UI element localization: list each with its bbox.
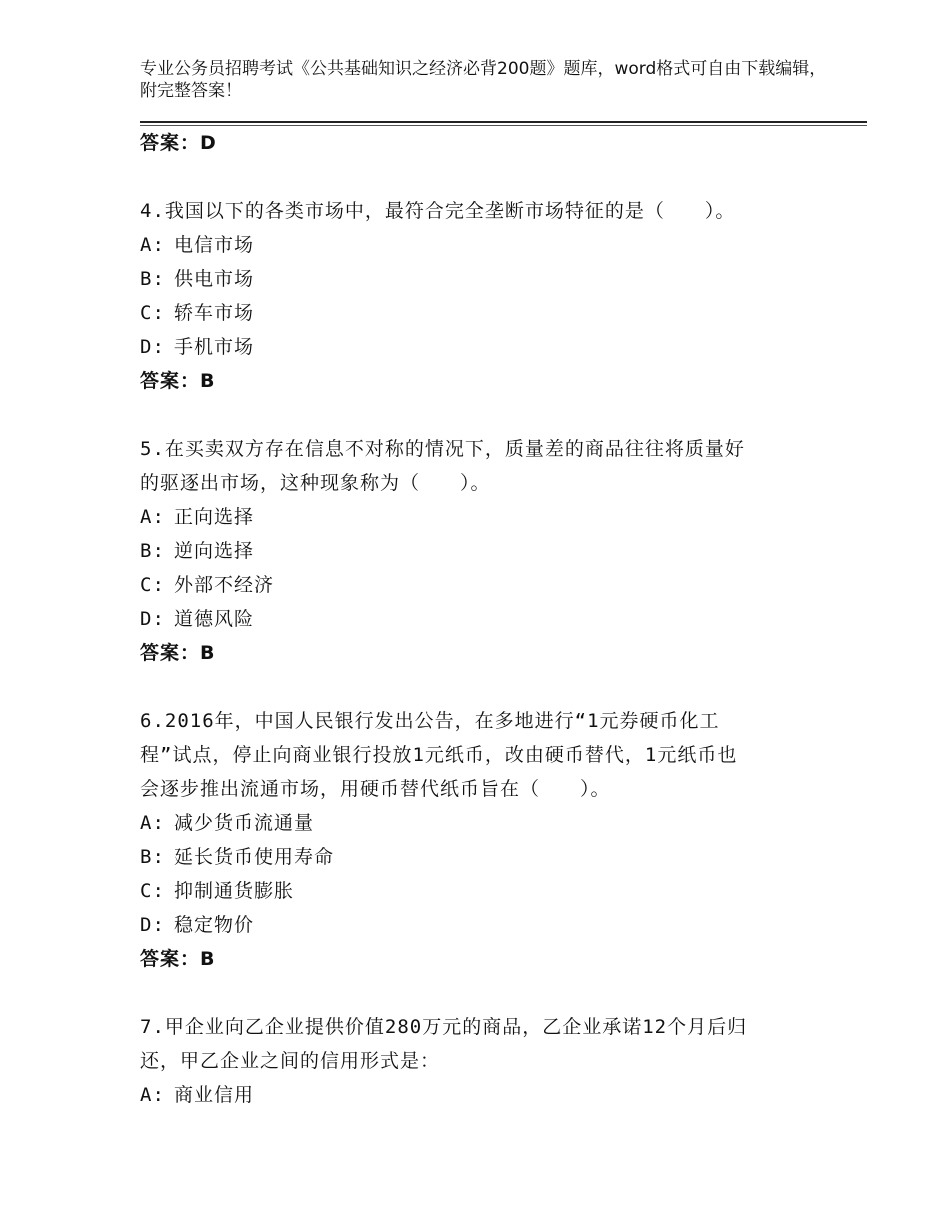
option-text: 道德风险 bbox=[174, 608, 255, 630]
question-6 bbox=[140, 704, 820, 976]
option-text: 供电市场 bbox=[174, 268, 255, 290]
option-text: 商业信用 bbox=[174, 1084, 255, 1106]
option-b bbox=[140, 840, 820, 874]
option-c bbox=[140, 296, 820, 330]
question-text-line: 5.在买卖双方存在信息不对称的情况下，质量差的商品往往将质量好 bbox=[140, 438, 745, 460]
question-text-line: 会逐步推出流通市场，用硬币替代纸币旨在（ ）。 bbox=[140, 778, 611, 800]
option-key: B: bbox=[140, 540, 165, 562]
answer-label: 答案：B bbox=[140, 948, 216, 970]
option-key: C: bbox=[140, 880, 165, 902]
option-text: 抑制通货膨胀 bbox=[174, 880, 295, 902]
option-text: 稳定物价 bbox=[174, 914, 255, 936]
option-c bbox=[140, 874, 820, 908]
option-text: 手机市场 bbox=[174, 336, 255, 358]
answer-label: 答案：B bbox=[140, 642, 216, 664]
question-5 bbox=[140, 432, 820, 670]
option-key: A: bbox=[140, 812, 165, 834]
option-b bbox=[140, 534, 820, 568]
option-a bbox=[140, 500, 820, 534]
option-key: B: bbox=[140, 268, 165, 290]
option-text: 轿车市场 bbox=[174, 302, 255, 324]
option-text: 减少货币流通量 bbox=[174, 812, 315, 834]
question-text-line: 6.2016年，中国人民银行发出公告，在多地进行“1元券硬币化工 bbox=[140, 710, 720, 732]
question-text-line: 程”试点，停止向商业银行投放1元纸币，改由硬币替代，1元纸币也 bbox=[140, 744, 738, 766]
question-text-line: 7.甲企业向乙企业提供价值280万元的商品，乙企业承诺12个月后归 bbox=[140, 1016, 748, 1038]
option-text: 电信市场 bbox=[174, 234, 255, 256]
answer-label: 答案：B bbox=[140, 370, 216, 392]
option-key: A: bbox=[140, 1084, 165, 1106]
option-key: A: bbox=[140, 506, 165, 528]
option-text: 正向选择 bbox=[174, 506, 255, 528]
option-text: 外部不经济 bbox=[174, 574, 275, 596]
option-d bbox=[140, 602, 820, 636]
option-key: D: bbox=[140, 336, 165, 358]
option-key: C: bbox=[140, 302, 165, 324]
question-list bbox=[140, 126, 820, 1112]
previous-answer: 答案：D bbox=[140, 132, 217, 154]
option-d bbox=[140, 330, 820, 364]
option-d bbox=[140, 908, 820, 942]
question-text-line: 4.我国以下的各类市场中，最符合完全垄断市场特征的是（ ）。 bbox=[140, 200, 736, 222]
option-key: C: bbox=[140, 574, 165, 596]
question-4 bbox=[140, 194, 820, 398]
option-key: A: bbox=[140, 234, 165, 256]
option-c bbox=[140, 568, 820, 602]
header-rule-thick bbox=[140, 121, 867, 123]
option-text: 延长货币使用寿命 bbox=[174, 846, 335, 868]
option-key: D: bbox=[140, 914, 165, 936]
option-text: 逆向选择 bbox=[174, 540, 255, 562]
page-header: 专业公务员招聘考试《公共基础知识之经济必背200题》题库，word格式可自由下载编辑，附完整答案！ bbox=[140, 59, 827, 101]
option-key: D: bbox=[140, 608, 165, 630]
option-a bbox=[140, 228, 820, 262]
question-text-line: 还，甲乙企业之间的信用形式是： bbox=[140, 1050, 441, 1072]
option-b bbox=[140, 262, 820, 296]
option-key: B: bbox=[140, 846, 165, 868]
option-a bbox=[140, 806, 820, 840]
question-7 bbox=[140, 1010, 820, 1112]
question-text-line: 的驱逐出市场，这种现象称为（ ）。 bbox=[140, 472, 491, 494]
option-a bbox=[140, 1078, 820, 1112]
